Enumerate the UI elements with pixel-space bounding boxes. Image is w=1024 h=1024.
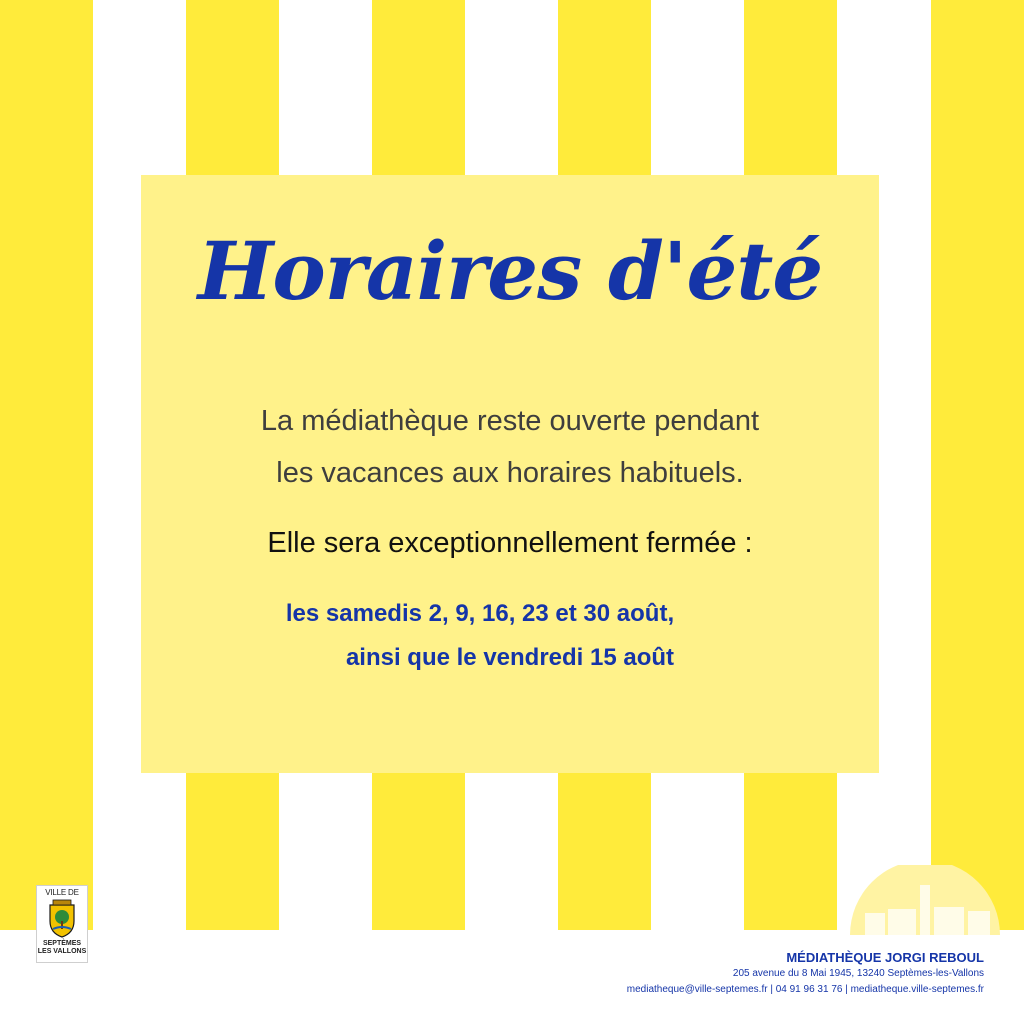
sun-icon — [840, 865, 1010, 935]
intro-line-2: les vacances aux horaires habituels. — [276, 457, 744, 489]
logo-top-text: VILLE DE — [45, 888, 79, 897]
announcement-panel — [141, 175, 879, 773]
stripe — [0, 0, 93, 930]
org-address: 205 avenue du 8 Mai 1945, 13240 Septèmes-les-Vallons — [732, 968, 984, 979]
logo-name: SEPTÈMES — [42, 940, 82, 947]
coat-of-arms-icon — [47, 899, 77, 939]
intro-line-1: La médiathèque reste ouverte pendant — [260, 405, 760, 437]
org-name: MÉDIATHÈQUE JORGI REBOUL — [786, 950, 984, 965]
org-contact[interactable]: mediatheque@ville-septemes.fr | 04 91 96 31 76 | mediatheque.ville-septemes.fr — [626, 984, 984, 995]
poster-title: Horaires d'été — [197, 224, 823, 318]
closure-dates-line-1: les samedis 2, 9, 16, 23 et 30 août, — [285, 600, 675, 627]
logo-sub: LES VALLONS — [37, 948, 87, 955]
closure-dates-line-2: ainsi que le vendredi 15 août — [345, 644, 675, 671]
logo-bottom-text — [37, 940, 87, 956]
closure-intro: Elle sera exceptionnellement fermée : — [267, 527, 753, 559]
city-logo — [36, 885, 88, 963]
stripe — [931, 0, 1024, 930]
